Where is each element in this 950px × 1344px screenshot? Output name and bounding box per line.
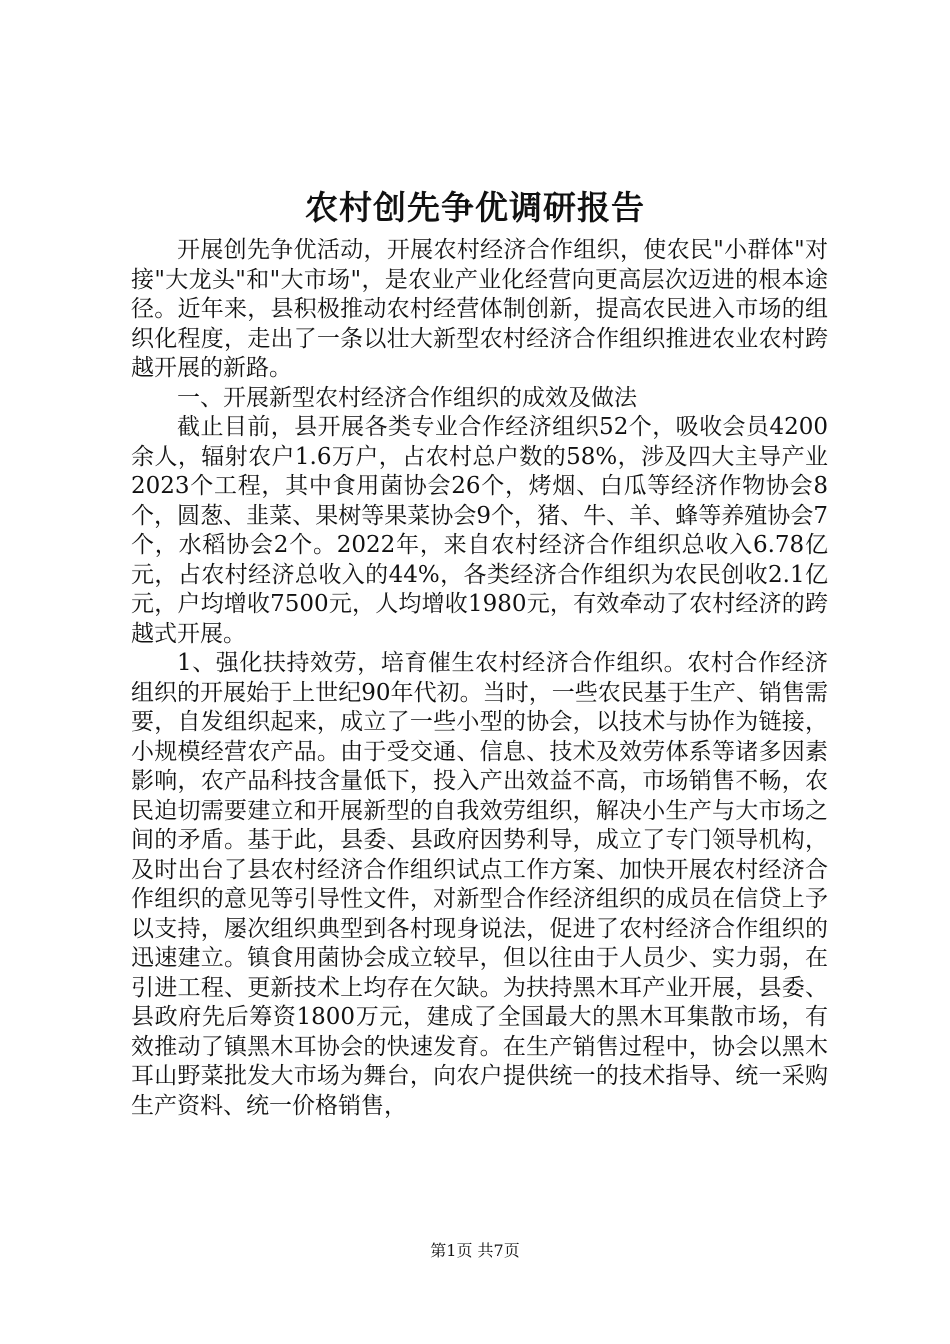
paragraph-support-services: 1、强化扶持效劳，培育催生农村经济合作组织。农村合作经济组织的开展始于上世纪90年代初。当时，一些农民基于生产、销售需要，自发组织起来，成立了一些小型的协会，以技术与协作为链接，小规模经营农产品。由于受交通、信息、技术及效劳体系等诸多因素影响，农产品科技含量低下，投入产出效益不高，市场销售不畅，农民迫切需要建立和开展新型的自我效劳组织，解决小生产与大市场之间的矛盾。基于此，县委、县政府因势利导，成立了专门领导机构，及时出台了县农村经济合作组织试点工作方案、加快开展农村经济合作组织的意见等引导性文件，对新型合作经济组织的成员在信贷上予以支持，屡次组织典型到各村现身说法，促进了农村经济合作组织的迅速建立。镇食用菌协会成立较早，但以往由于人员少、实力弱，在引进工程、更新技术上均存在欠缺。为扶持黑木耳产业开展，县委、县政府先后筹资1800万元，建成了全国最大的黑木耳集散市场，有效推动了镇黑木耳协会的快速发育。在生产销售过程中，协会以黑木耳山野菜批发大市场为舞台，向农户提供统一的技术指导、统一采购生产资料、统一价格销售， — [131, 650, 828, 1119]
document-title: 农村创先争优调研报告 — [305, 188, 645, 227]
paragraph-intro: 开展创先争优活动，开展农村经济合作组织，使农民"小群体"对接"大龙头"和"大市场"，是农业产业化经营向更高层次迈进的根本途径。近年来，县积极推动农村经营体制创新，提高农民进入市场的组织化程度，走出了一条以壮大新型农村经济合作组织推进农业农村跨越开展的新路。 — [131, 237, 828, 381]
document-body — [131, 236, 828, 1121]
paragraph-statistics: 截止目前，县开展各类专业合作经济组织52个，吸收会员4200余人，辐射农户1.6万户，占农村总户数的58%，涉及四大主导产业2023个工程，其中食用菌协会26个，烤烟、白瓜等经济作物协会8个，圆葱、韭菜、果树等果菜协会9个，猪、牛、羊、蜂等养殖协会7个，水稻协会2个。2022年，来自农村经济合作组织总收入6.78亿元，占农村经济总收入的44%，各类经济合作组织为农民创收2.1亿元，户均增收7500元，人均增收1980元，有效牵动了农村经济的跨越式开展。 — [131, 414, 828, 647]
section-heading: 一、开展新型农村经济合作组织的成效及做法 — [177, 384, 637, 411]
page-number: 第1页 共7页 — [430, 1241, 520, 1260]
